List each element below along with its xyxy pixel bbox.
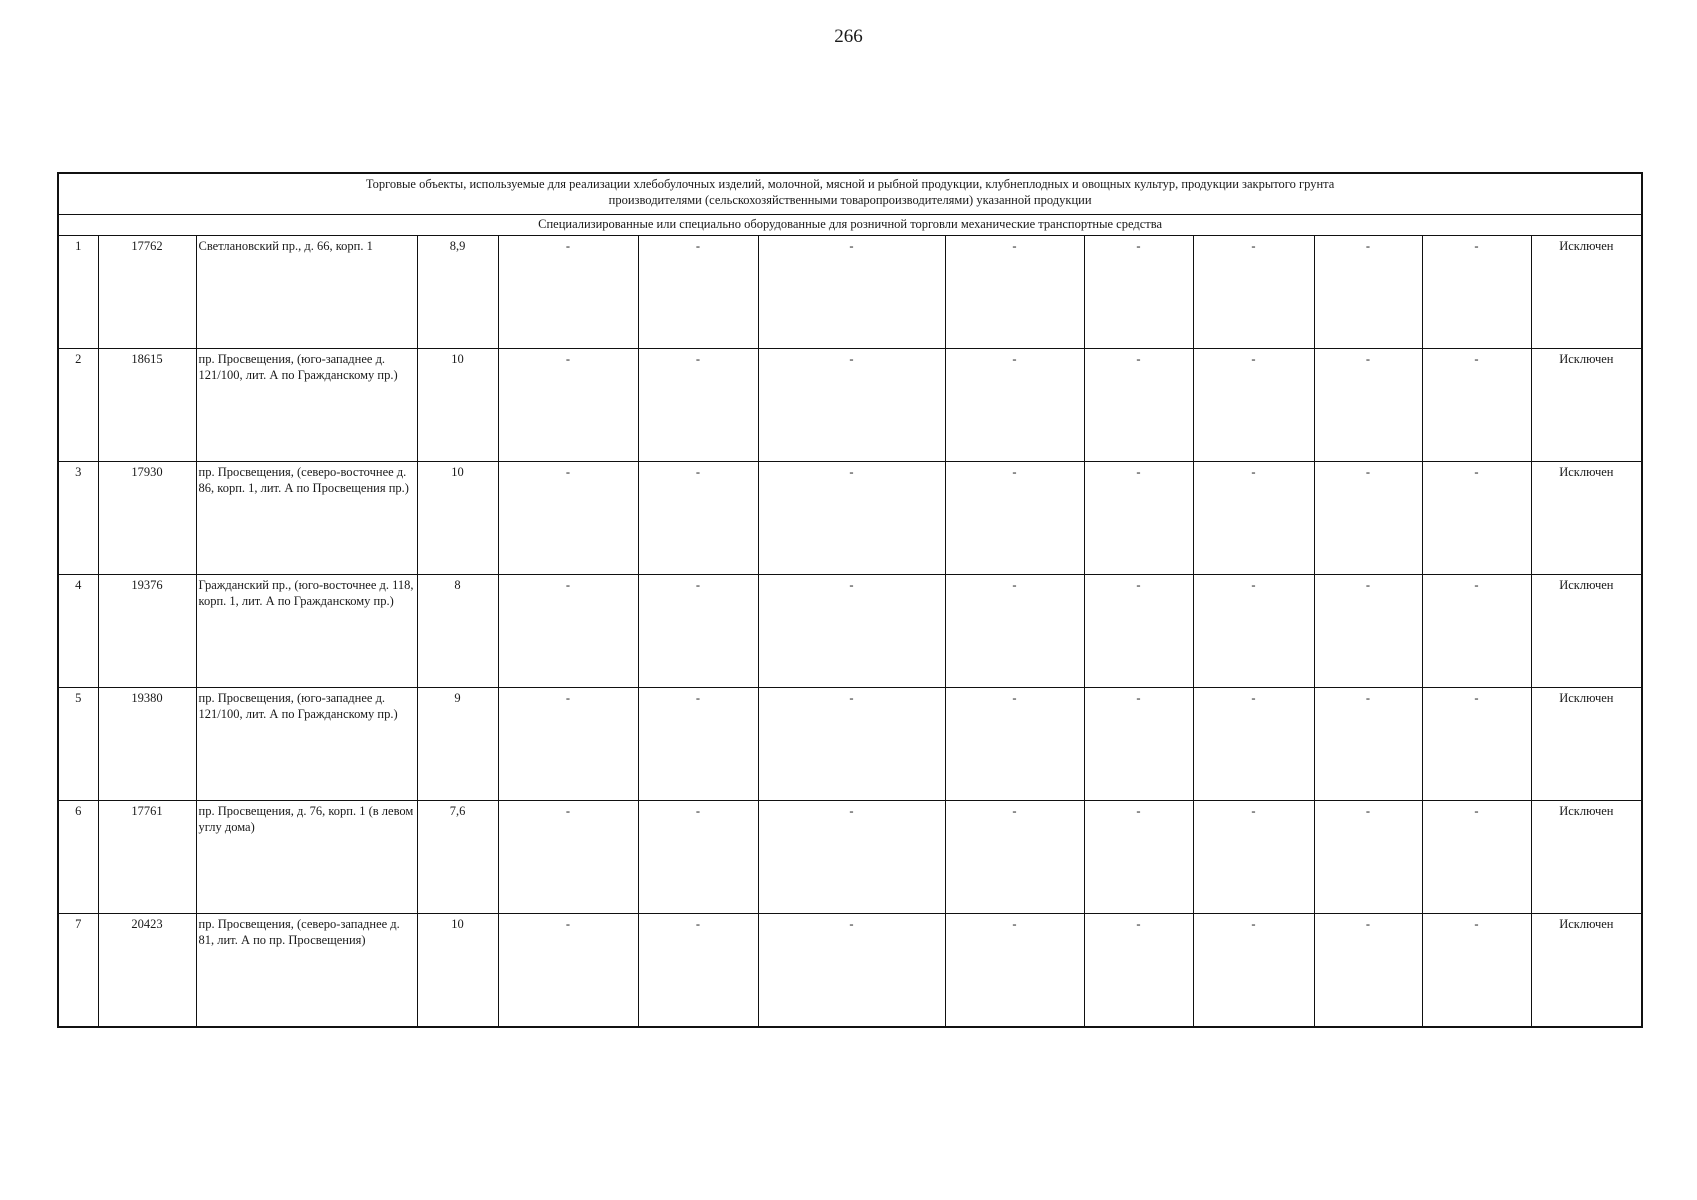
cell-col-6: - (638, 575, 758, 688)
table-row (58, 914, 1642, 1028)
cell-col-12: - (1422, 462, 1531, 575)
subsection-title: Специализированные или специально оборудованные для розничной торговли механические транспортные средства (58, 215, 1642, 236)
cell-col-9: - (1084, 688, 1193, 801)
cell-address: Светлановский пр., д. 66, корп. 1 (196, 236, 417, 349)
cell-area: 10 (417, 349, 498, 462)
cell-area: 8,9 (417, 236, 498, 349)
cell-col-10: - (1193, 462, 1314, 575)
cell-col-7: - (758, 688, 945, 801)
section-header-row (58, 173, 1642, 215)
cell-status: Исключен (1531, 236, 1642, 349)
cell-col-11: - (1314, 575, 1422, 688)
cell-col-8: - (945, 462, 1084, 575)
cell-object-code: 17762 (98, 236, 196, 349)
cell-col-8: - (945, 688, 1084, 801)
cell-object-code: 17761 (98, 801, 196, 914)
cell-col-9: - (1084, 349, 1193, 462)
cell-col-8: - (945, 349, 1084, 462)
table-row (58, 801, 1642, 914)
cell-status: Исключен (1531, 575, 1642, 688)
table-row (58, 462, 1642, 575)
cell-status: Исключен (1531, 688, 1642, 801)
cell-col-5: - (498, 801, 638, 914)
cell-col-5: - (498, 349, 638, 462)
cell-col-10: - (1193, 801, 1314, 914)
table-row (58, 688, 1642, 801)
cell-col-12: - (1422, 575, 1531, 688)
cell-col-12: - (1422, 349, 1531, 462)
cell-col-7: - (758, 462, 945, 575)
cell-area: 9 (417, 688, 498, 801)
cell-col-12: - (1422, 914, 1531, 1028)
cell-object-code: 18615 (98, 349, 196, 462)
page-number: 266 (834, 26, 863, 47)
cell-object-code: 19376 (98, 575, 196, 688)
cell-col-6: - (638, 236, 758, 349)
cell-area: 10 (417, 914, 498, 1028)
section-title-line-1: Торговые объекты, используемые для реализации хлебобулочных изделий, молочной, мясной и рыбной продукции, клубнеплодных и овощных культур, продукции закрытого грунта (365, 177, 1335, 191)
cell-area: 8 (417, 575, 498, 688)
cell-col-11: - (1314, 462, 1422, 575)
cell-row-number: 1 (58, 236, 98, 349)
cell-col-8: - (945, 914, 1084, 1028)
cell-col-8: - (945, 575, 1084, 688)
cell-col-7: - (758, 236, 945, 349)
cell-area: 10 (417, 462, 498, 575)
cell-col-9: - (1084, 914, 1193, 1028)
cell-col-7: - (758, 801, 945, 914)
cell-address: пр. Просвещения, (юго-западнее д. 121/100, лит. А по Гражданскому пр.) (196, 688, 417, 801)
cell-row-number: 3 (58, 462, 98, 575)
cell-col-10: - (1193, 914, 1314, 1028)
table-row (58, 236, 1642, 349)
cell-col-7: - (758, 914, 945, 1028)
cell-row-number: 4 (58, 575, 98, 688)
cell-address: пр. Просвещения, д. 76, корп. 1 (в левом углу дома) (196, 801, 417, 914)
cell-col-7: - (758, 575, 945, 688)
cell-col-5: - (498, 236, 638, 349)
cell-col-9: - (1084, 801, 1193, 914)
trade-objects-table (57, 172, 1643, 1028)
cell-col-5: - (498, 462, 638, 575)
cell-address: пр. Просвещения, (северо-восточнее д. 86, корп. 1, лит. А по Просвещения пр.) (196, 462, 417, 575)
cell-row-number: 2 (58, 349, 98, 462)
cell-col-5: - (498, 575, 638, 688)
cell-status: Исключен (1531, 801, 1642, 914)
cell-col-6: - (638, 688, 758, 801)
section-title (58, 173, 1642, 215)
cell-col-11: - (1314, 801, 1422, 914)
cell-row-number: 7 (58, 914, 98, 1028)
cell-col-5: - (498, 914, 638, 1028)
cell-object-code: 20423 (98, 914, 196, 1028)
table-body (58, 173, 1642, 1027)
section-title-line-2: производителями (сельскохозяйственными товаропроизводителями) указанной продукции (608, 193, 1092, 207)
cell-col-10: - (1193, 349, 1314, 462)
cell-col-9: - (1084, 236, 1193, 349)
cell-object-code: 19380 (98, 688, 196, 801)
cell-col-6: - (638, 349, 758, 462)
cell-col-8: - (945, 236, 1084, 349)
cell-col-9: - (1084, 462, 1193, 575)
cell-col-10: - (1193, 575, 1314, 688)
table-row (58, 575, 1642, 688)
subsection-header-row (58, 215, 1642, 236)
cell-col-8: - (945, 801, 1084, 914)
cell-address: пр. Просвещения, (юго-западнее д. 121/100, лит. А по Гражданскому пр.) (196, 349, 417, 462)
cell-col-6: - (638, 801, 758, 914)
cell-row-number: 5 (58, 688, 98, 801)
cell-object-code: 17930 (98, 462, 196, 575)
cell-col-12: - (1422, 688, 1531, 801)
cell-status: Исключен (1531, 349, 1642, 462)
cell-col-10: - (1193, 688, 1314, 801)
cell-col-5: - (498, 688, 638, 801)
cell-col-11: - (1314, 349, 1422, 462)
cell-col-9: - (1084, 575, 1193, 688)
cell-row-number: 6 (58, 801, 98, 914)
cell-col-12: - (1422, 801, 1531, 914)
cell-address: пр. Просвещения, (северо-западнее д. 81, лит. А по пр. Просвещения) (196, 914, 417, 1028)
cell-status: Исключен (1531, 914, 1642, 1028)
cell-col-7: - (758, 349, 945, 462)
cell-col-11: - (1314, 688, 1422, 801)
cell-col-11: - (1314, 236, 1422, 349)
cell-address: Гражданский пр., (юго-восточнее д. 118, корп. 1, лит. А по Гражданскому пр.) (196, 575, 417, 688)
cell-col-11: - (1314, 914, 1422, 1028)
cell-status: Исключен (1531, 462, 1642, 575)
cell-col-12: - (1422, 236, 1531, 349)
cell-col-10: - (1193, 236, 1314, 349)
table-row (58, 349, 1642, 462)
cell-area: 7,6 (417, 801, 498, 914)
cell-col-6: - (638, 462, 758, 575)
cell-col-6: - (638, 914, 758, 1028)
